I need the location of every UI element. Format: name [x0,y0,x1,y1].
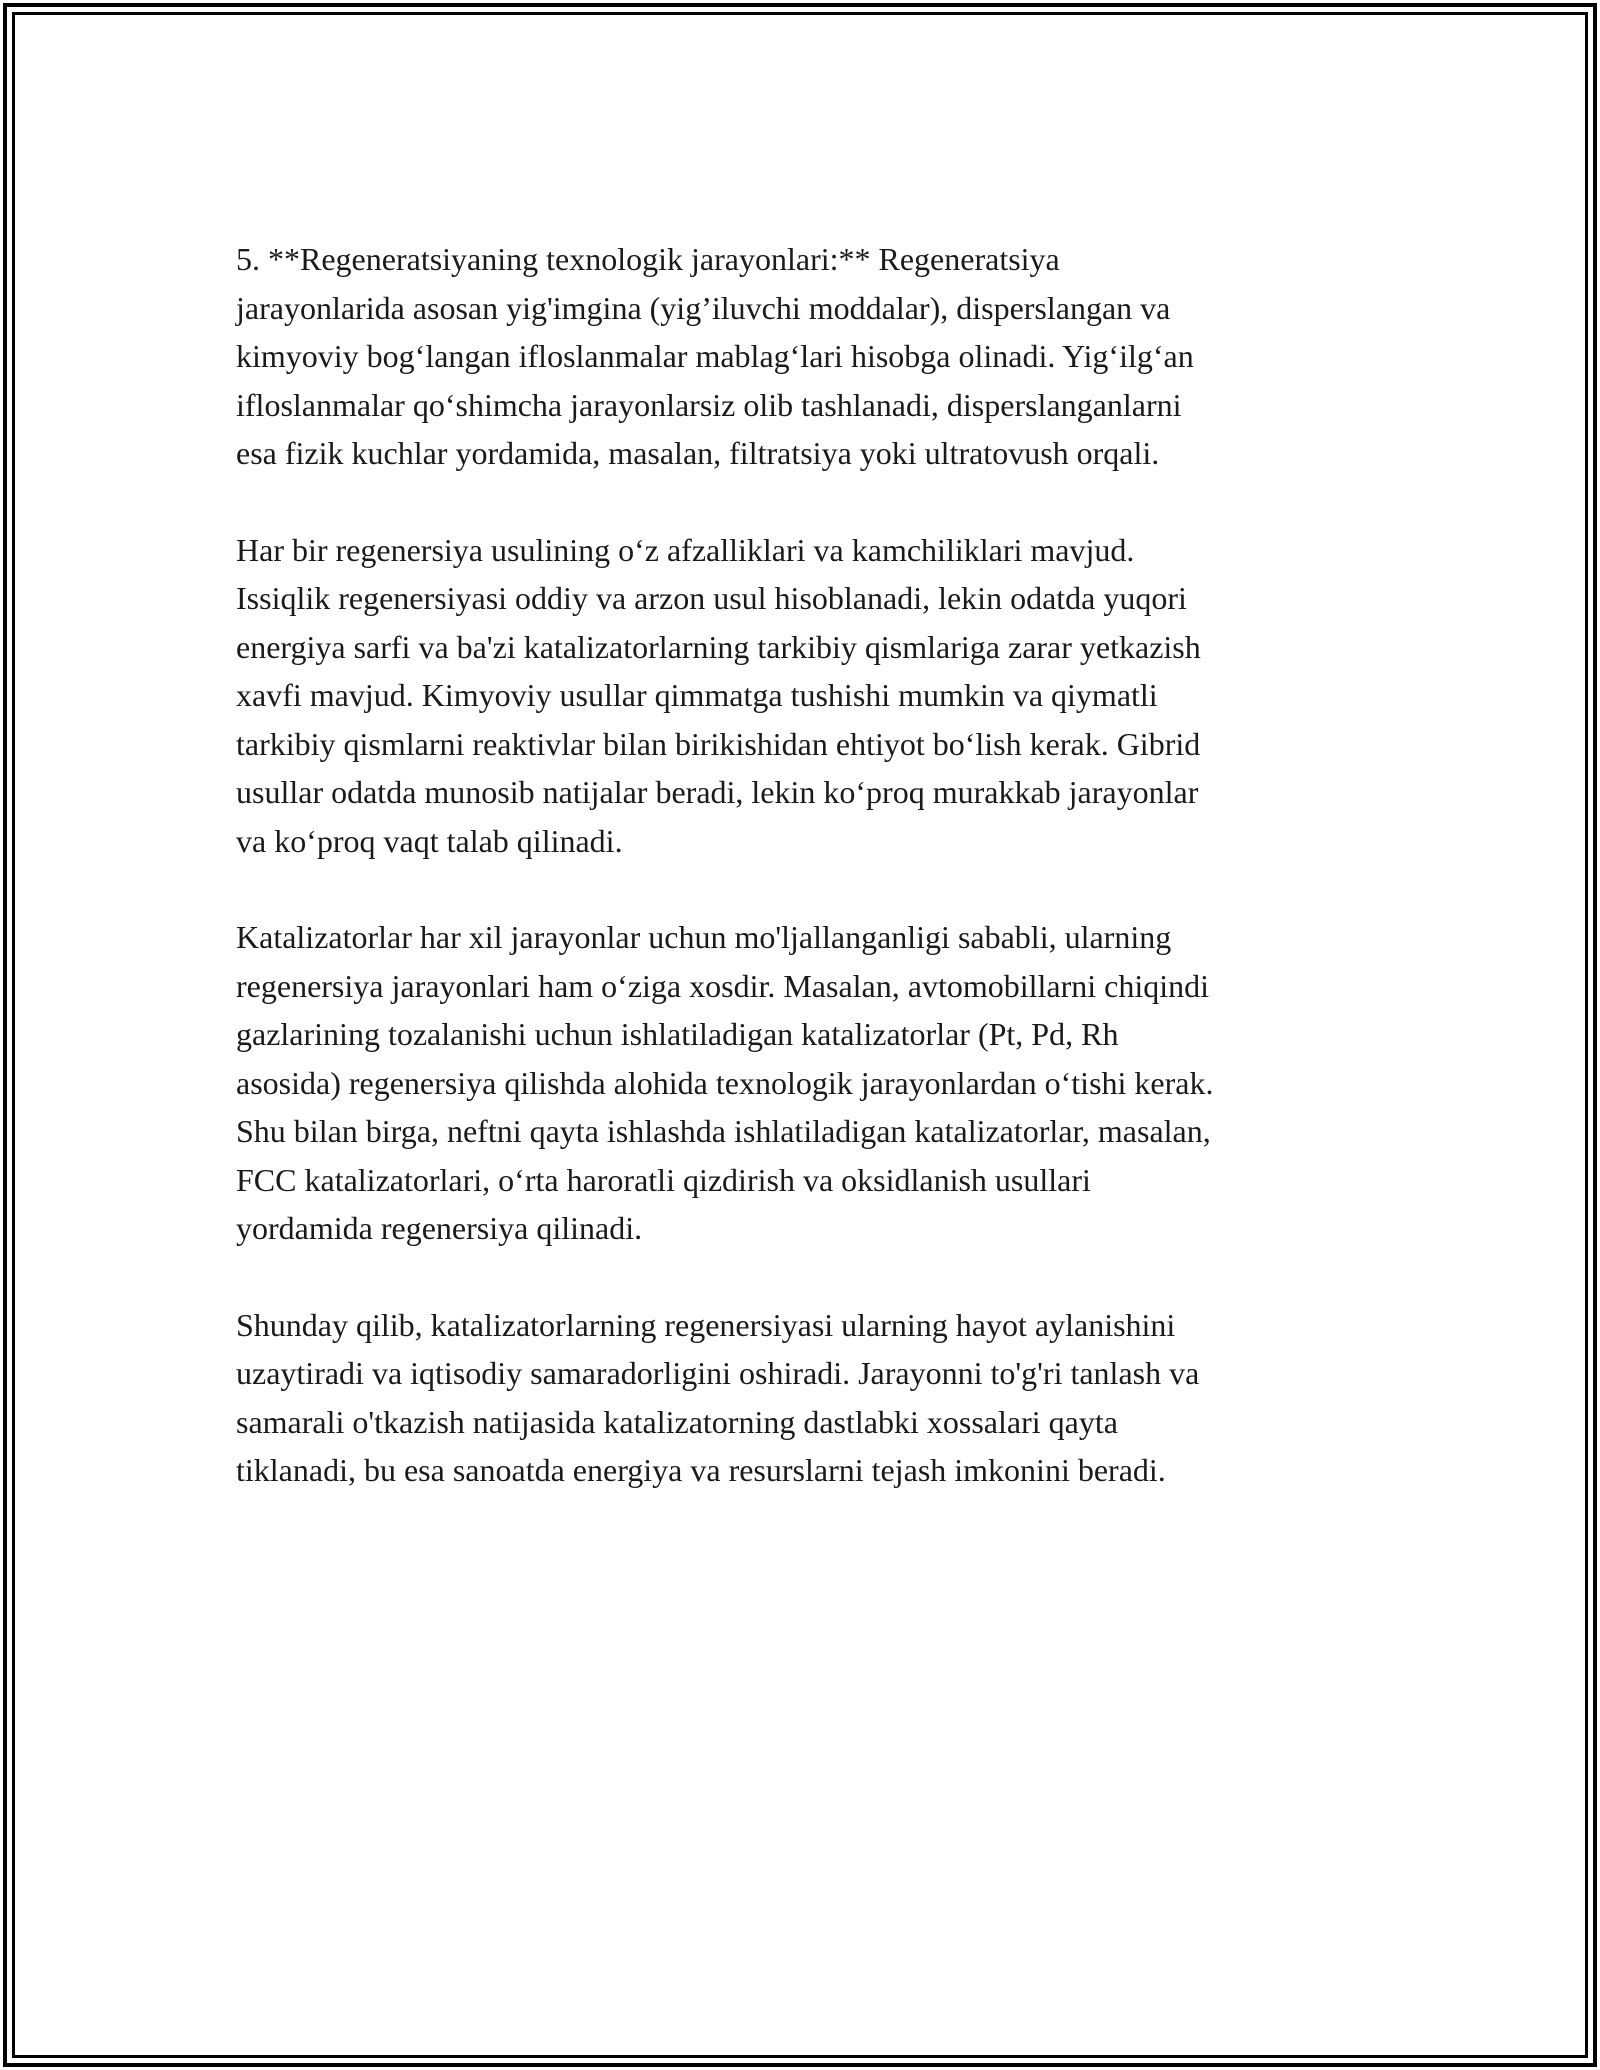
paragraph-method-comparison: Har bir regenersiya usulining o‘z afzalliklari va kamchiliklari mavjud. Issiqlik regenersiyasi oddiy va arzon usul hisoblanadi, lekin odatda yuqori energiya sarfi va ba'zi katalizatorlarning tarkibiy qismlariga zarar yetkazish xavfi mavjud. Kimyoviy usullar qimmatga tushishi mumkin va qiymatli tarkibiy qismlarni reaktivlar bilan birikishidan ehtiyot bo‘lish kerak. Gibrid usullar odatda munosib natijalar beradi, lekin ko‘proq murakkab jarayonlar va ko‘proq vaqt talab qilinadi. [236,531,1201,859]
paragraph-regeneration-processes: 5. **Regeneratsiyaning texnologik jarayonlari:** Regeneratsiya jarayonlarida asosan yig'imgina (yig’iluvchi moddalar), disperslangan va kimyoviy bog‘langan ifloslanmalar mablag‘lari hisobga olinadi. Yig‘ilg‘an ifloslanmalar qo‘shimcha jarayonlarsiz olib tashlanadi, disperslanganlarni esa fizik kuchlar yordamida, masalan, filtratsiya yoki ultratovush orqali. [236,241,1194,471]
document-body [236,235,1366,1543]
paragraph-catalyst-specifics: Katalizatorlar har xil jarayonlar uchun mo'ljallanganligi sababli, ularning regenersiya jarayonlari ham o‘ziga xosdir. Masalan, avtomobillarni chiqindi gazlarining tozalanishi uchun ishlatiladigan katalizatorlar (Pt, Pd, Rh asosida) regenersiya qilishda alohida texnologik jarayonlardan o‘tishi kerak. Shu bilan birga, neftni qayta ishlashda ishlatiladigan katalizatorlar, masalan, FCC katalizatorlari, o‘rta haroratli qizdirish va oksidlanish usullari yordamida regenersiya qilinadi. [236,919,1214,1246]
paragraph-conclusion: Shunday qilib, katalizatorlarning regenersiyasi ularning hayot aylanishini uzaytiradi va iqtisodiy samaradorligini oshiradi. Jarayonni to'g'ri tanlash va samarali o'tkazish natijasida katalizatorning dastlabki xossalari qayta tiklanadi, bu esa sanoatda energiya va resurslarni tejash imkonini beradi. [236,1306,1200,1488]
